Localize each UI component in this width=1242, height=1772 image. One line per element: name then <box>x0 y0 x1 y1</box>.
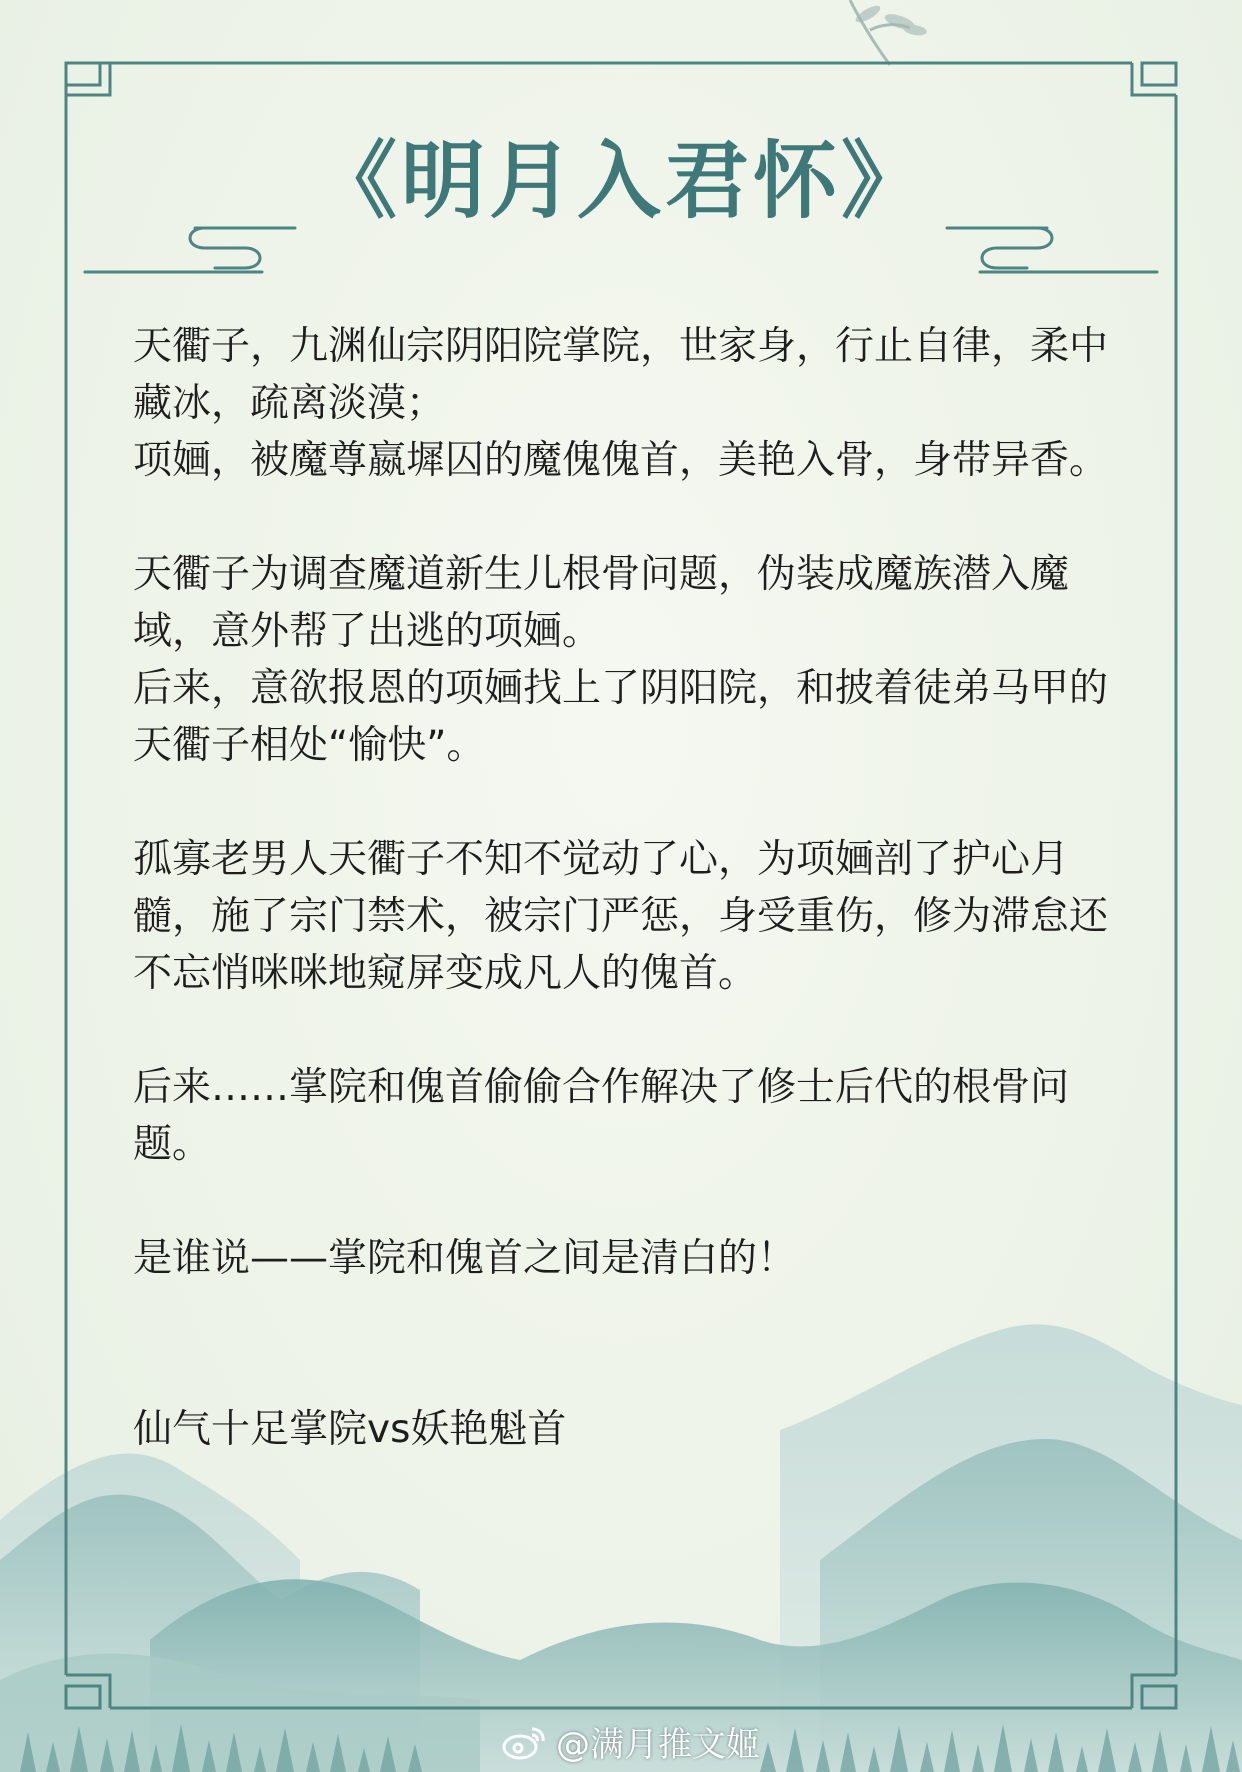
weibo-logo-icon <box>500 1721 548 1761</box>
watermark-text: @满月推文姬 <box>556 1724 760 1765</box>
plot-paragraph-4: 后来……掌院和傀首偷偷合作解决了修士后代的根骨问题。 <box>133 1065 1070 1167</box>
book-title: 《明月入君怀》 <box>312 132 929 230</box>
watermark <box>500 1716 760 1766</box>
plot-paragraph-3: 孤寡老男人天衢子不知不觉动了心，为项婳剖了护心月髓，施了宗门禁术，被宗门严惩，身受重伤，修为滞怠还不忘悄咪咪地窥屏变成凡人的傀首。 <box>133 837 1109 996</box>
plot-paragraph-2: 后来，意欲报恩的项婳找上了阴阳院，和披着徒弟马甲的天衢子相处“愉快”。 <box>133 666 1109 768</box>
plot-paragraph-1: 天衢子为调查魔道新生儿根骨问题，伪装成魔族潜入魔域，意外帮了出逃的项婳。 <box>133 552 1070 654</box>
character-intro-tianquzi: 天衢子，九渊仙宗阴阳院掌院，世家身，行止自律，柔中藏冰，疏离淡漠； <box>133 324 1109 426</box>
character-intro-xianghua: 项婳，被魔尊嬴墀囚的魔傀傀首，美艳入骨，身带异香。 <box>133 438 1109 483</box>
synopsis-text <box>133 318 1113 1458</box>
tagline: 是谁说——掌院和傀首之间是清白的！ <box>133 1236 797 1281</box>
pairing-summary: 仙气十足掌院vs妖艳魁首 <box>133 1407 567 1452</box>
